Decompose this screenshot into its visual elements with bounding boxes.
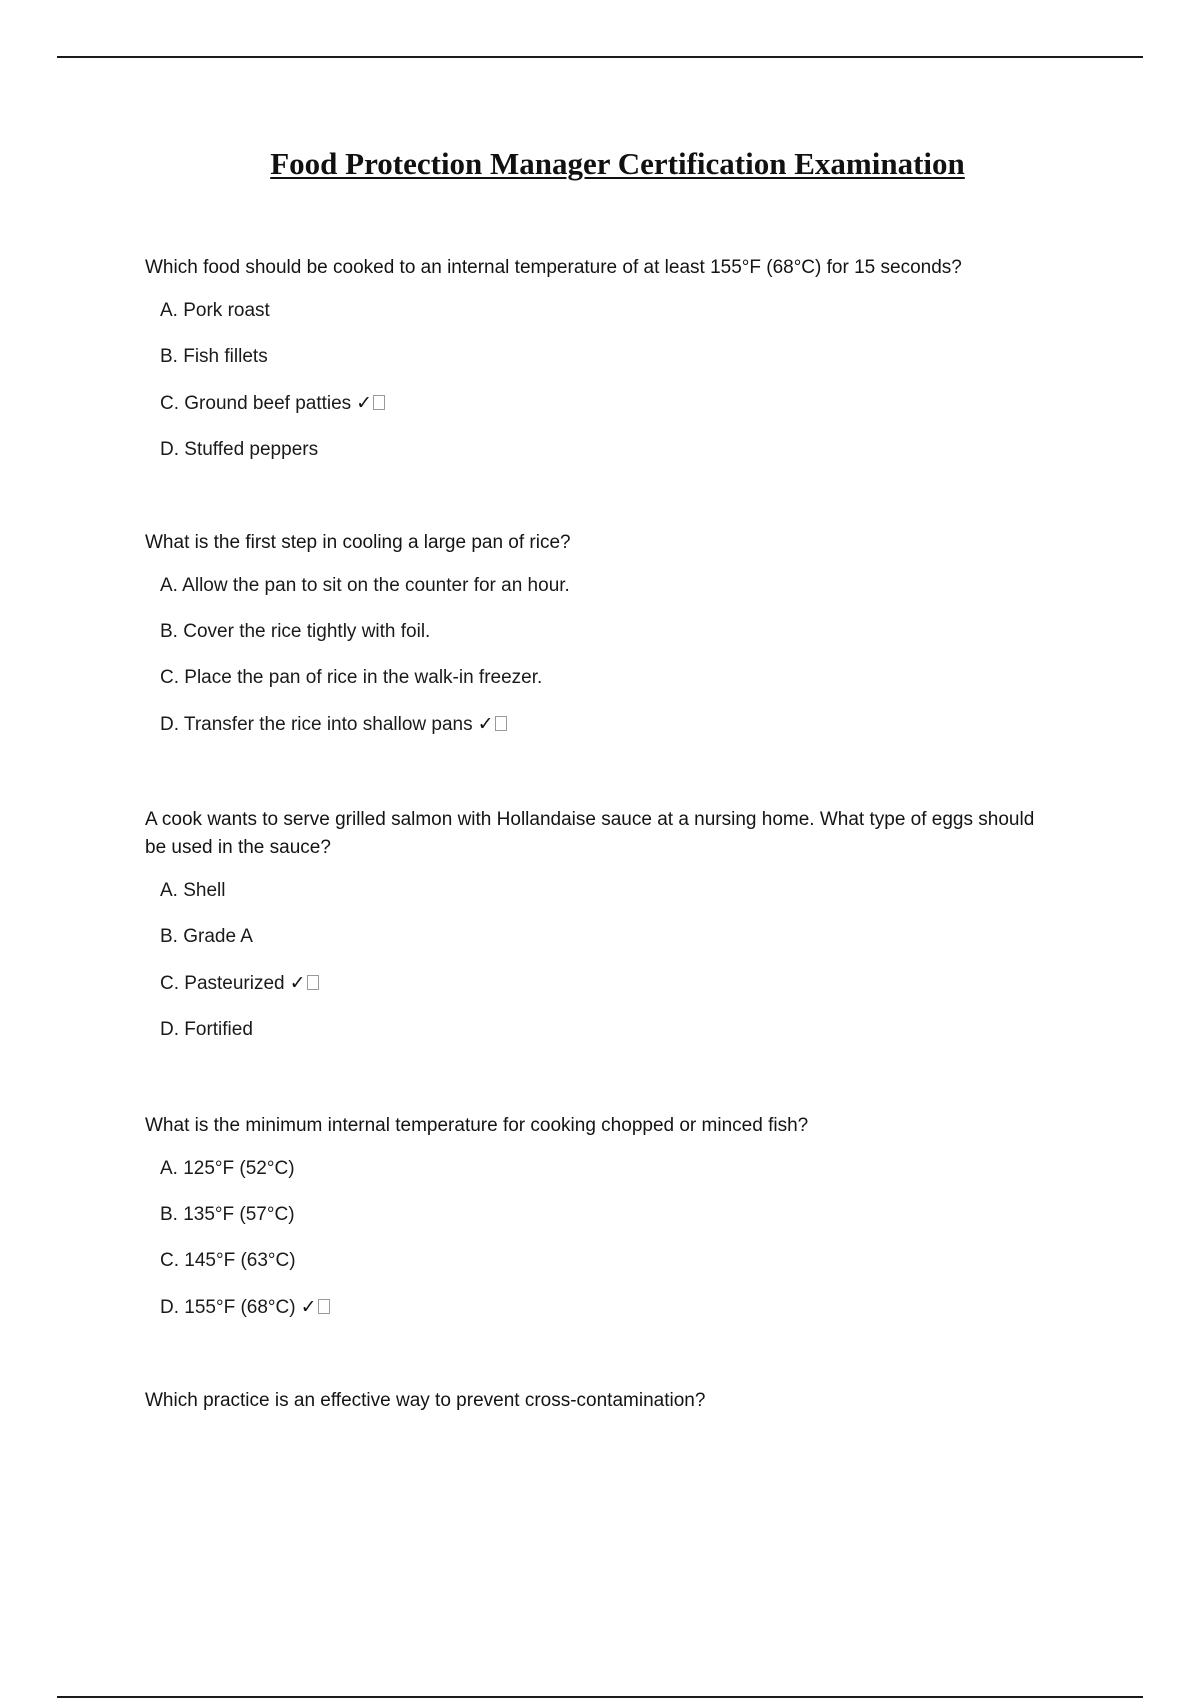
answer-option: C. Place the pan of rice in the walk-in freezer. xyxy=(160,667,543,688)
answer-options xyxy=(145,573,1045,738)
checkmark-icon: ✓ xyxy=(300,1296,317,1318)
question-text: Which practice is an effective way to prevent cross-contamination? xyxy=(145,1390,706,1411)
answer-options xyxy=(145,878,1045,1043)
answer-option: A. Allow the pan to sit on the counter for an hour. xyxy=(160,575,570,596)
answer-option-correct: D. 155°F (68°C) ✓ xyxy=(160,1294,1045,1321)
question-3 xyxy=(145,806,1045,1043)
answer-option: B. Cover the rice tightly with foil. xyxy=(160,621,431,642)
answer-option: D. Stuffed peppers xyxy=(160,439,319,460)
empty-box-icon xyxy=(373,395,385,410)
checkmark-icon: ✓ xyxy=(477,713,494,735)
bottom-rule xyxy=(57,1696,1143,1698)
question-text: Which food should be cooked to an internal temperature of at least 155°F (68°C) for 15 seconds? xyxy=(145,257,962,278)
answer-option-correct: D. Transfer the rice into shallow pans ✓ xyxy=(160,711,1045,738)
answer-options xyxy=(145,298,1045,463)
question-5 xyxy=(145,1387,1045,1415)
document-title: Food Protection Manager Certification Examination xyxy=(270,146,965,181)
answer-option: A. 125°F (52°C) xyxy=(160,1158,295,1179)
checkmark-icon: ✓ xyxy=(289,972,306,994)
top-rule xyxy=(57,56,1143,58)
question-2 xyxy=(145,529,1045,738)
empty-box-icon xyxy=(318,1299,330,1314)
answer-option-correct: C. Ground beef patties ✓ xyxy=(160,390,1045,417)
answer-option: B. 135°F (57°C) xyxy=(160,1204,295,1225)
answer-options xyxy=(145,1156,1045,1321)
empty-box-icon xyxy=(307,975,319,990)
question-text: What is the first step in cooling a large pan of rice? xyxy=(145,532,571,553)
question-4 xyxy=(145,1112,1045,1321)
answer-option: A. Pork roast xyxy=(160,300,270,321)
checkmark-icon: ✓ xyxy=(356,392,373,414)
answer-option: C. 145°F (63°C) xyxy=(160,1250,296,1271)
answer-option: B. Grade A xyxy=(160,926,253,947)
answer-option-correct: C. Pasteurized ✓ xyxy=(160,970,1045,997)
answer-option: A. Shell xyxy=(160,880,226,901)
answer-option: B. Fish fillets xyxy=(160,346,268,367)
question-text: What is the minimum internal temperature for cooking chopped or minced fish? xyxy=(145,1115,809,1136)
empty-box-icon xyxy=(495,716,507,731)
answer-option: D. Fortified xyxy=(160,1019,253,1040)
question-text: A cook wants to serve grilled salmon with Hollandaise sauce at a nursing home. What type of eggs should be used in the sauce? xyxy=(145,809,1035,858)
question-1 xyxy=(145,254,1045,463)
